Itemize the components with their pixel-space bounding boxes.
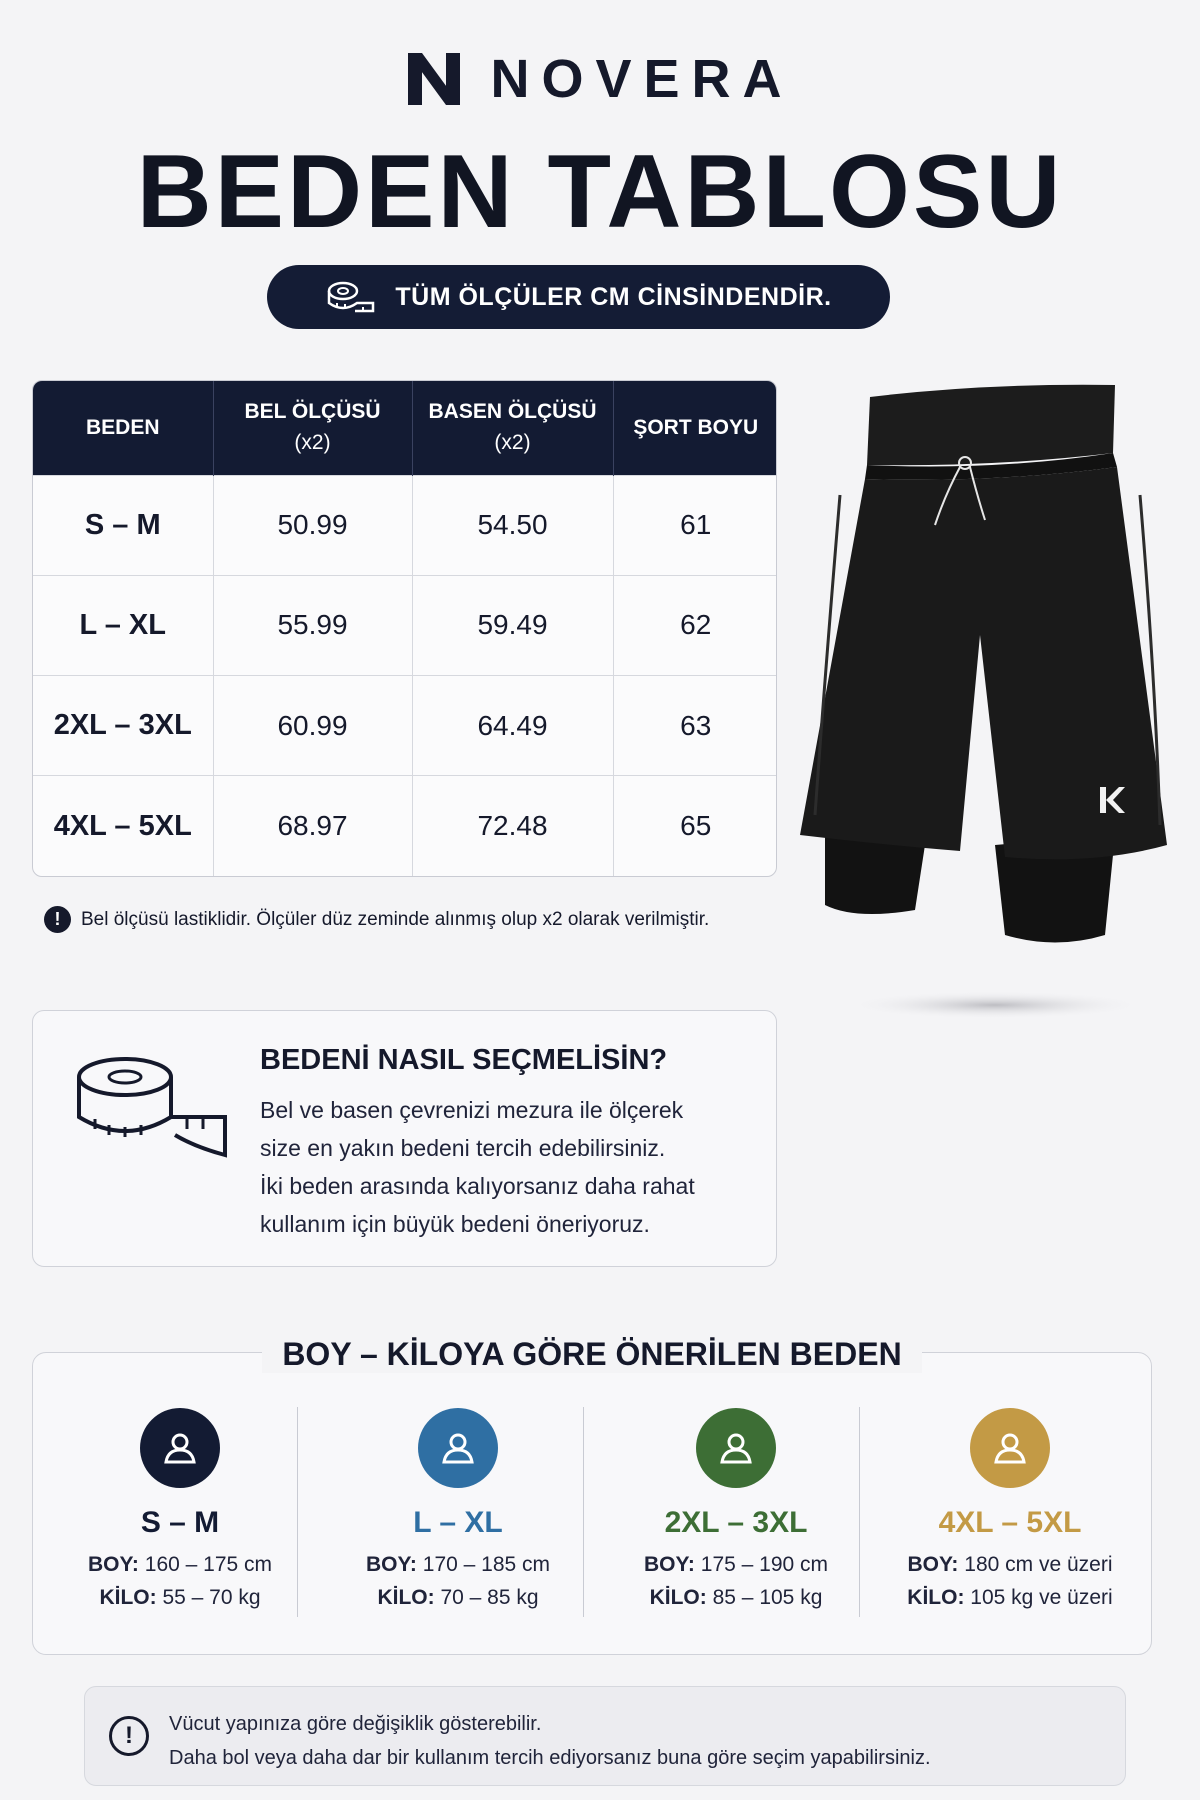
page-title: BEDEN TABLOSU (136, 134, 1064, 250)
divider (583, 1407, 584, 1617)
kilo-value: 70 – 85 kg (440, 1586, 539, 1609)
divider (297, 1407, 298, 1617)
recommendation-size: 4XL – 5XL (938, 1506, 1082, 1539)
bottom-note-line: Daha bol veya daha dar bir kullanım tercih ediyorsanız buna göre seçim yapabilirsiniz. (169, 1747, 931, 1769)
howto-line: size en yakın bedeni tercih edebilirsiniz. (260, 1135, 666, 1161)
table-note-text: Bel ölçüsü lastiklidir. Ölçüler düz zeminde alınmış olup x2 olarak verilmiştir. (81, 908, 710, 930)
person-icon (696, 1408, 776, 1488)
divider (859, 1407, 860, 1617)
bottom-note-text (169, 1707, 931, 1775)
how-to-choose-title: BEDENİ NASIL SEÇMELİSİN? (260, 1044, 668, 1076)
boy-cell: 65 (613, 776, 777, 876)
alert-icon: ! (44, 906, 71, 933)
table-header-row (33, 381, 777, 475)
basen-cell: 64.49 (412, 676, 613, 776)
size-cell: S – M (33, 475, 213, 575)
brand-header (0, 48, 1200, 110)
kilo-label: KİLO: (99, 1586, 157, 1609)
boy-cell: 62 (613, 575, 777, 675)
recommendation-item (319, 1408, 597, 1614)
bottom-note-line: Vücut yapınıza göre değişiklik gösterebilir. (169, 1713, 542, 1735)
boy-value: 160 – 175 cm (144, 1553, 273, 1576)
recommendation-card (32, 1352, 1152, 1655)
size-cell: 2XL – 3XL (33, 676, 213, 776)
unit-note-pill (267, 265, 890, 329)
how-to-choose-card (32, 1010, 777, 1267)
howto-line: Bel ve basen çevrenizi mezura ile ölçerek (260, 1097, 684, 1123)
table-row (33, 475, 777, 575)
bottom-note (84, 1686, 1126, 1786)
how-to-choose-text (260, 1091, 760, 1243)
bel-cell: 60.99 (213, 676, 412, 776)
size-cell: 4XL – 5XL (33, 776, 213, 876)
person-icon (970, 1408, 1050, 1488)
boy-label: BOY: (87, 1553, 139, 1576)
person-icon (140, 1408, 220, 1488)
kilo-label: KİLO: (377, 1586, 435, 1609)
recommendation-item (871, 1408, 1149, 1614)
table-row (33, 676, 777, 776)
basen-cell: 54.50 (412, 475, 613, 575)
table-note (44, 906, 709, 933)
boy-label: BOY: (643, 1553, 695, 1576)
kilo-value: 55 – 70 kg (162, 1586, 261, 1609)
header-bel: BEL ÖLÇÜSÜ (x2) (213, 381, 412, 475)
boy-value: 170 – 185 cm (422, 1553, 551, 1576)
basen-cell: 59.49 (412, 575, 613, 675)
bel-cell: 55.99 (213, 575, 412, 675)
header-basen: BASEN ÖLÇÜSÜ (x2) (412, 381, 613, 475)
person-icon (418, 1408, 498, 1488)
howto-line: kullanım için büyük bedeni öneriyoruz. (260, 1211, 650, 1237)
boy-label: BOY: (365, 1553, 417, 1576)
header-sort-boyu: ŞORT BOYU (633, 415, 759, 439)
bel-cell: 50.99 (213, 475, 412, 575)
size-table (32, 380, 777, 877)
kilo-label: KİLO: (649, 1586, 707, 1609)
boy-value: 175 – 190 cm (700, 1553, 829, 1576)
recommendation-size: 2XL – 3XL (664, 1506, 808, 1539)
recommendation-item (41, 1408, 319, 1614)
brand-name: NOVERA (490, 49, 794, 109)
table-row (33, 575, 777, 675)
kilo-value: 105 kg ve üzeri (970, 1586, 1113, 1609)
boy-label: BOY: (907, 1553, 959, 1576)
boy-value: 180 cm ve üzeri (964, 1553, 1113, 1576)
alert-icon: ! (109, 1716, 149, 1756)
shorts-product-image (795, 375, 1175, 1020)
tape-measure-icon (75, 1055, 230, 1165)
novera-logo-icon (406, 49, 462, 109)
recommendation-size: S – M (140, 1506, 220, 1539)
tape-measure-icon (325, 277, 377, 317)
kilo-value: 85 – 105 kg (712, 1586, 823, 1609)
recommendation-item (597, 1408, 875, 1614)
unit-note: TÜM ÖLÇÜLER CM CİNSİNDENDİR. (395, 282, 832, 311)
howto-line: İki beden arasında kalıyorsanız daha rahat (260, 1173, 695, 1199)
bel-cell: 68.97 (213, 776, 412, 876)
header-beden: BEDEN (33, 381, 213, 475)
boy-cell: 61 (613, 475, 777, 575)
size-cell: L – XL (33, 575, 213, 675)
boy-cell: 63 (613, 676, 777, 776)
recommendation-title: BOY – KİLOYA GÖRE ÖNERİLEN BEDEN (262, 1336, 922, 1373)
recommendation-size: L – XL (413, 1506, 503, 1539)
table-row (33, 776, 777, 876)
kilo-label: KİLO: (907, 1586, 965, 1609)
basen-cell: 72.48 (412, 776, 613, 876)
